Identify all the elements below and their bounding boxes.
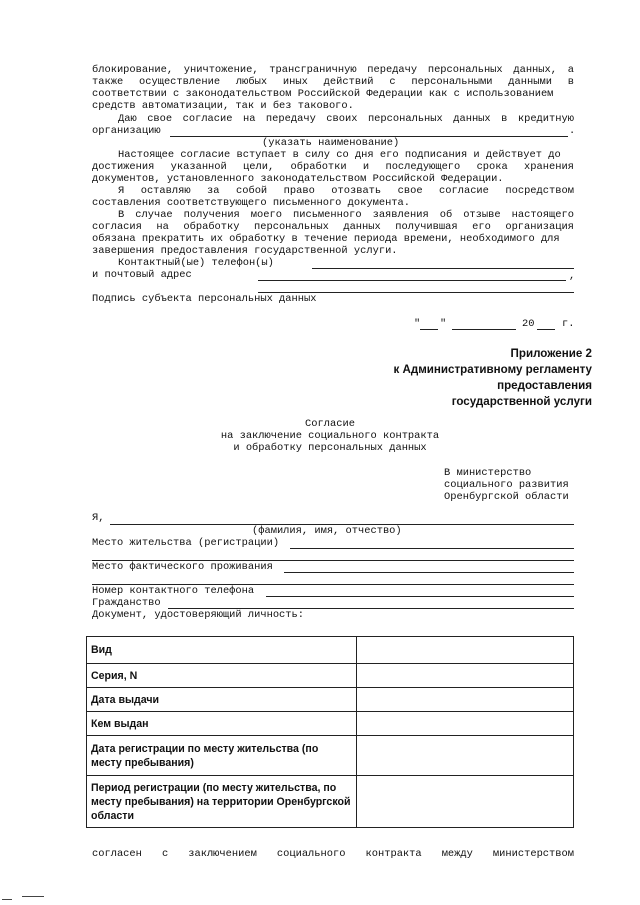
word: персональными	[411, 76, 493, 88]
word: организация	[505, 221, 574, 233]
text-line-8: Настоящее согласие вступает в силу со дня его подписания и действует до	[118, 149, 561, 161]
appendix-line: Приложение 2	[510, 347, 592, 360]
word: моего	[250, 209, 282, 221]
i-label: Я,	[92, 512, 105, 524]
table-cell-label: Период регистрации (по месту жительства, по месту пребывания) на территории Оренбургской области	[87, 776, 357, 828]
table-cell-value[interactable]	[357, 664, 574, 688]
word: на	[242, 113, 256, 125]
word: согласия	[92, 221, 142, 233]
word: и	[362, 161, 370, 173]
text-line-10: документов, установленного законодательством Российской Федерации.	[92, 173, 504, 185]
organization-hint: (указать наименование)	[262, 137, 400, 149]
word: цели,	[243, 161, 275, 173]
table-cell-value[interactable]	[357, 736, 574, 776]
text-line-6: организацию	[92, 125, 161, 137]
table-row	[87, 776, 574, 828]
word: его	[472, 221, 491, 233]
text-line-14	[92, 221, 574, 233]
word: иных	[282, 76, 308, 88]
table-cell-label: Вид	[87, 637, 357, 664]
scan-mark	[22, 896, 44, 897]
addressee-line: социального развития	[444, 479, 569, 491]
table-cell-label: Серия, N	[87, 664, 357, 688]
word: персональных	[367, 113, 443, 125]
addressee-line: В министерство	[444, 467, 532, 479]
word: контракта	[365, 848, 422, 860]
table-cell-label: Дата выдачи	[87, 688, 357, 712]
word: обработку	[183, 221, 240, 233]
word: случае	[135, 209, 173, 221]
word: трансграничную	[269, 64, 357, 76]
addressee-block	[444, 467, 569, 503]
word: согласие	[439, 185, 489, 197]
word: кредитную	[517, 113, 574, 125]
word: персональных	[254, 221, 329, 233]
word: с	[389, 76, 396, 88]
date-day-field[interactable]	[420, 329, 438, 330]
appendix-line: предоставления	[497, 379, 592, 392]
text-line-11	[118, 185, 574, 197]
word: Даю	[118, 113, 137, 125]
consent-title	[180, 418, 480, 454]
word: собой	[235, 185, 268, 197]
date-close-quote: "	[440, 318, 447, 330]
text-line-12: составления соответствующего письменного документа.	[92, 197, 411, 209]
word: в	[567, 76, 574, 88]
word: право	[283, 185, 315, 197]
text-line-9	[92, 161, 574, 173]
consent-title-line: на заключение социального контракта	[220, 430, 440, 442]
word: достижения	[92, 161, 155, 173]
word: В	[118, 209, 125, 221]
scan-mark	[2, 899, 12, 900]
word: отозвать	[331, 185, 382, 197]
word: отзыве	[463, 209, 501, 221]
text-line-2	[92, 76, 574, 88]
word: в	[501, 113, 508, 125]
id-document-table	[86, 636, 574, 828]
word: об	[439, 209, 453, 221]
date-year-suffix: г.	[562, 318, 575, 330]
phone-field[interactable]	[312, 268, 574, 269]
word: получившая	[395, 221, 458, 233]
word: последующего	[385, 161, 461, 173]
word: данных	[453, 113, 491, 125]
word: оставляю	[140, 185, 191, 197]
text-line-5	[118, 113, 574, 125]
word: на	[156, 221, 169, 233]
table-row	[87, 637, 574, 664]
table-cell-value[interactable]	[357, 688, 574, 712]
word: за	[207, 185, 220, 197]
date-year-field[interactable]	[537, 329, 555, 330]
word: данных	[343, 221, 381, 233]
text-line-4: средств автоматизации, так и без такового.	[92, 100, 354, 112]
word: министерством	[492, 848, 574, 860]
appendix-header	[380, 346, 592, 410]
text-line-15: обязана прекратить их обработку в течение периода времени, необходимого для	[92, 233, 560, 245]
word: социального	[276, 848, 346, 860]
id-document-label: Документ, удостоверяющий личность:	[92, 609, 305, 621]
word: получения	[183, 209, 240, 221]
signature-label: Подпись субъекта персональных данных	[92, 293, 317, 305]
text-line-13	[118, 209, 574, 221]
word: заключением	[188, 848, 257, 860]
word: своих	[326, 113, 358, 125]
word: настоящего	[511, 209, 574, 221]
date-year-prefix: 20	[522, 318, 535, 330]
word: посредством	[505, 185, 574, 197]
word: хранения	[524, 161, 574, 173]
word: также	[92, 76, 124, 88]
word: срока	[476, 161, 508, 173]
word: согласие	[182, 113, 233, 125]
word: между	[441, 848, 473, 860]
word: письменного	[292, 209, 362, 221]
table-row	[87, 688, 574, 712]
word: передачу	[367, 64, 418, 76]
citizenship-label: Гражданство	[92, 597, 161, 609]
address-label: и почтовый адрес	[92, 269, 192, 281]
table-cell-label: Кем выдан	[87, 712, 357, 736]
word: согласен	[92, 848, 142, 860]
residence-label: Место жительства (регистрации)	[92, 537, 280, 549]
footer-line	[92, 848, 574, 860]
appendix-line: к Административному регламенту	[393, 363, 592, 376]
word: данных,	[513, 64, 557, 76]
table-row	[87, 736, 574, 776]
word: свое	[397, 185, 423, 197]
word: персональных	[427, 64, 503, 76]
phone-number-field[interactable]	[266, 596, 574, 597]
consent-title-line: Согласие	[305, 418, 355, 430]
consent-title-line: и обработку персональных данных	[233, 442, 427, 454]
word: данными	[508, 76, 552, 88]
actual-address-label: Место фактического проживания	[92, 561, 273, 573]
actual-address-field[interactable]	[284, 572, 574, 573]
addressee-line: Оренбургской области	[444, 491, 569, 503]
word: а	[567, 64, 574, 76]
word: обработки	[290, 161, 347, 173]
word: Я	[118, 185, 125, 197]
table-cell-label: Дата регистрации по месту жительства (по месту пребывания)	[87, 736, 357, 776]
word: с	[161, 848, 169, 860]
word: действий	[323, 76, 374, 88]
word: уничтожение,	[183, 64, 259, 76]
table-row	[87, 664, 574, 688]
phone-label: Контактный(ые) телефон(ы)	[118, 257, 274, 269]
table-cell-value[interactable]	[357, 776, 574, 828]
word: передачу	[265, 113, 316, 125]
word: заявления	[372, 209, 429, 221]
word: любых	[235, 76, 268, 88]
word: указанной	[170, 161, 227, 173]
line-6-end: .	[569, 125, 576, 137]
residence-field[interactable]	[290, 548, 574, 549]
table-row	[87, 712, 574, 736]
appendix-line: государственной услуги	[451, 395, 592, 408]
word: осуществление	[139, 76, 221, 88]
date-month-field[interactable]	[452, 329, 516, 330]
word: блокирование,	[92, 64, 174, 76]
table-cell-value[interactable]	[357, 712, 574, 736]
text-line-16: завершения предоставления государственной услуги.	[92, 245, 398, 257]
text-line-3: соответствии с законодательством Российской Федерации как с использованием	[92, 88, 554, 100]
fio-hint: (фамилия, имя, отчество)	[252, 525, 402, 537]
date-open-quote: "	[414, 318, 421, 330]
phone-number-label: Номер контактного телефона	[92, 585, 255, 597]
address-end: ,	[569, 270, 576, 282]
table-cell-value[interactable]	[357, 637, 574, 664]
text-line-1	[92, 64, 574, 76]
word: свое	[147, 113, 173, 125]
address-field[interactable]	[258, 280, 566, 281]
